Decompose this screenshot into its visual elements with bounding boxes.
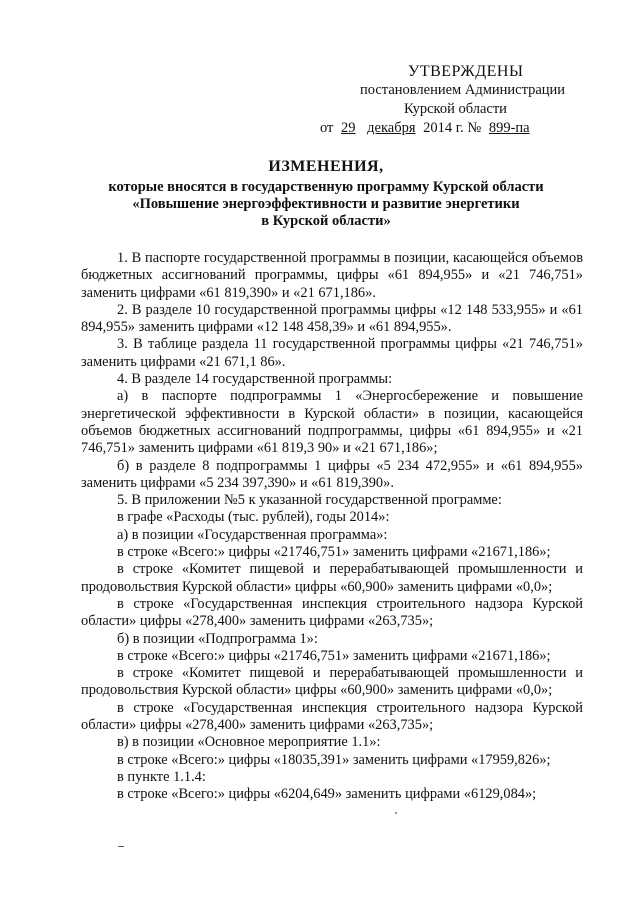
approval-month: декабря — [367, 120, 416, 136]
approval-number: 899-па — [488, 120, 530, 136]
approval-date-line — [320, 119, 620, 138]
paragraph: 2. В разделе 10 государственной программы цифры «12 148 533,955» и «61 894,955» заменить цифрами «12 148 458,39» и «61 894,955». — [81, 301, 583, 336]
paragraph: в строке «Комитет пищевой и перерабатывающей промышленности и продовольствия Курской области» цифры «60,900» заменить цифрами «0,0»; — [81, 665, 583, 699]
paragraph: в строке «Комитет пищевой и перерабатывающей промышленности и продовольствия Курской области» цифры «60,900» заменить цифрами «0,0»; — [81, 561, 583, 595]
approval-from: от — [320, 120, 334, 136]
paragraph: б) в позиции «Подпрограмма 1»: — [117, 630, 318, 647]
paragraph: в строке «Всего:» цифры «21746,751» заменить цифрами «21671,186»; — [117, 544, 551, 561]
title-sub-1: которые вносятся в государственную программу Курской области — [108, 179, 544, 195]
approval-stamp — [320, 62, 620, 138]
scan-mark — [118, 846, 124, 847]
paragraph: в строке «Государственная инспекция строительного надзора Курской области» цифры «278,400» заменить цифрами «263,735»; — [81, 595, 583, 630]
paragraph: 1. В паспорте государственной программы в позиции, касающейся объемов бюджетных ассигнований программы, цифры «61 894,955» и «21 746,751» заменить цифрами «61 819,390» и «21 671,186». — [81, 250, 583, 301]
paragraph: а) в позиции «Государственная программа»: — [117, 526, 388, 543]
paragraph: 4. В разделе 14 государственной программы: — [117, 371, 393, 388]
paragraph: б) в разделе 8 подпрограммы 1 цифры «5 234 472,955» и «61 894,955» заменить цифрами «5 234 397,390» и «61 819,390». — [81, 457, 583, 491]
approval-day: 29 — [341, 120, 356, 136]
paragraph: 5. В приложении №5 к указанной государственной программе: — [117, 492, 502, 509]
approval-heading: УТВЕРЖДЕНЫ — [408, 63, 524, 80]
title-sub-2: «Повышение энергоэффективности и развитие энергетики — [132, 196, 520, 212]
scan-speck — [395, 812, 397, 814]
paragraph: в пункте 1.1.4: — [117, 768, 206, 785]
approval-line-1: постановлением Администрации — [360, 82, 566, 98]
document-title — [60, 158, 592, 230]
paragraph: 3. В таблице раздела 11 государственной программы цифры «21 746,751» заменить цифрами «21 671,1 86». — [81, 336, 583, 370]
paragraph: в строке «Всего:» цифры «6204,649» заменить цифрами «6129,084»; — [117, 786, 537, 803]
paragraph: а) в паспорте подпрограммы 1 «Энергосбережение и повышение энергетической эффективности в Курской области» в позиции, касающейся объемов бюджетных ассигнований подпрограммы, цифры «61 894,955» и «21 746,751» заменить цифрами «61 819,3 90» и «21 671,186»; — [81, 388, 583, 457]
paragraph: в графе «Расходы (тыс. рублей), годы 2014»: — [117, 509, 390, 526]
paragraph: в) в позиции «Основное мероприятие 1.1»: — [117, 734, 381, 751]
approval-year: 2014 г. № — [423, 120, 482, 136]
document-body — [81, 250, 583, 804]
title-sub-3: в Курской области» — [261, 213, 391, 229]
title-main: ИЗМЕНЕНИЯ, — [268, 158, 384, 175]
paragraph: в строке «Государственная инспекция строительного надзора Курской области» цифры «278,400» заменить цифрами «263,735»; — [81, 699, 583, 734]
approval-line-2: Курской области — [404, 101, 507, 117]
paragraph: в строке «Всего:» цифры «18035,391» заменить цифрами «17959,826»; — [117, 751, 551, 768]
paragraph: в строке «Всего:» цифры «21746,751» заменить цифрами «21671,186»; — [117, 647, 551, 664]
